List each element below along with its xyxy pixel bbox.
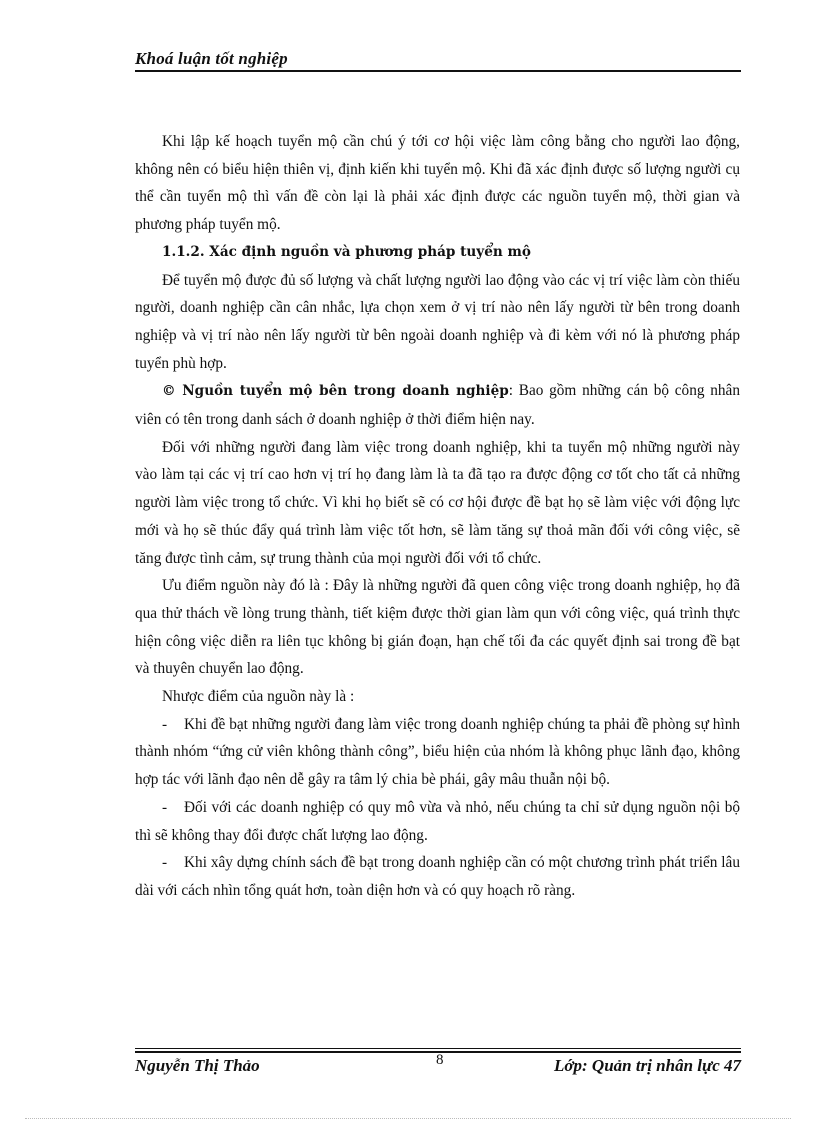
list-item: [135, 794, 740, 849]
section-heading: 1.1.2. Xác định nguồn và phương pháp tuyển mộ: [162, 243, 531, 260]
footer-author: Nguyễn Thị Thảo: [135, 1056, 260, 1075]
page-number: 8: [436, 1052, 444, 1068]
list-item: [135, 711, 740, 794]
paragraph-sources: Để tuyển mộ được đủ số lượng và chất lượng người lao động vào các vị trí việc làm còn thiếu người, doanh nghiệp cần cân nhắc, lựa chọn xem ở vị trí nào nên lấy người từ bên trong doanh nghiệp và vị trí nào nên lấy người từ bên ngoài doanh nghiệp và đi kèm với nó là phương pháp tuyển phù hợp.: [135, 271, 740, 372]
document-body: [135, 128, 740, 905]
bullet-text: Đối với các doanh nghiệp có quy mô vừa và nhỏ, nếu chúng ta chỉ sử dụng nguồn nội bộ thì sẽ không thay đổi được chất lượng lao động.: [135, 798, 740, 844]
footer-rule-thin: [135, 1048, 741, 1049]
footer-class: Lớp: Quản trị nhân lực 47: [554, 1056, 741, 1075]
paragraph-internal-source: [135, 377, 740, 433]
page-edge-divider: [25, 1118, 791, 1119]
bullet-dash: -: [162, 715, 168, 733]
paragraph-advantages: Ưu điểm nguồn này đó là : Đây là những người đã quen công việc trong doanh nghiệp, họ đã qua thử thách về lòng trung thành, tiết kiệm được thời gian làm qun với công việc, quá trình thực hiện công việc diễn ra liên tục không bị gián đoạn, hạn chế tối đa các quyết định sai trong đề bạt và thuyên chuyển lao động.: [135, 577, 740, 678]
internal-source-label: © Nguồn tuyển mộ bên trong doanh nghiệp: [162, 383, 509, 400]
paragraph-intro: Khi lập kế hoạch tuyển mộ cần chú ý tới cơ hội việc làm công bằng cho người lao động, không nên có biểu hiện thiên vị, định kiến khi tuyển mộ. Khi đã xác định được số lượng người cụ thể cần tuyển mộ thì vấn đề còn lại là phải xác định được các nguồn tuyển mộ, thời gian và phương pháp tuyển mộ.: [135, 133, 740, 234]
bullet-dash: -: [162, 798, 168, 816]
bullet-text: Khi xây dựng chính sách đề bạt trong doanh nghiệp cần có một chương trình phát triển lâu dài với cách nhìn tổng quát hơn, toàn diện hơn và có quy hoạch rõ ràng.: [135, 854, 740, 899]
list-item: [135, 849, 740, 904]
paragraph-disadvantages-title: Nhược điểm của nguồn này là :: [162, 688, 355, 706]
paragraph-internal-benefit: Đối với những người đang làm việc trong doanh nghiệp, khi ta tuyển mộ những người này vào làm tại các vị trí cao hơn vị trí họ đang làm là ta đã tạo ra được động cơ tốt cho tất cả những người làm việc trong tổ chức. Vì khi họ biết sẽ có cơ hội được đề bạt họ sẽ làm việc với động lực mới và họ sẽ thúc đẩy quá trình làm việc tốt hơn, sẽ làm tăng sự thoả mãn đối với công việc, sẽ tăng được tình cảm, sự trung thành của mọi người đối với tổ chức.: [135, 438, 740, 567]
header-title: Khoá luận tốt nghiệp: [135, 49, 288, 68]
header-rule: [135, 70, 741, 72]
internal-source-desc: : Bao gồm những cán bộ công nhân viên có tên trong danh sách ở doanh nghiệp ở thời điểm hiện nay.: [135, 382, 740, 429]
bullet-dash: -: [162, 854, 168, 872]
bullet-text: Khi đề bạt những người đang làm việc trong doanh nghiệp chúng ta phải đề phòng sự hình thành nhóm “ứng cử viên không thành công”, biểu hiện của nhóm là không phục lãnh đạo, không hợp tác với lãnh đạo nên dễ gây ra tâm lý chia bè phái, gây mâu thuẫn nội bộ.: [135, 715, 740, 789]
